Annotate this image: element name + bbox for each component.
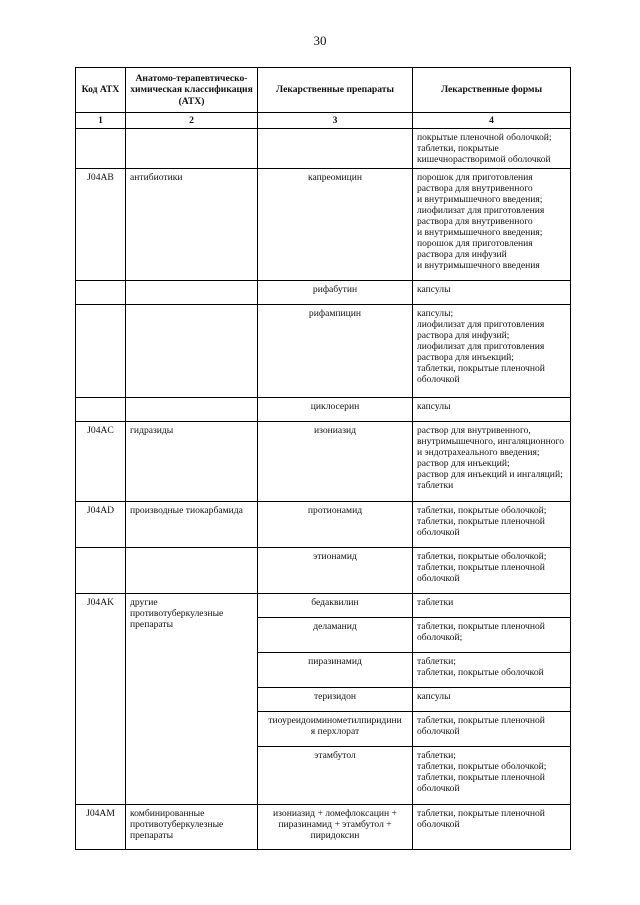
atx-code-cell	[76, 281, 126, 305]
atx-code-cell	[76, 129, 126, 169]
atx-code-cell: J04AC	[76, 422, 126, 502]
drug-cell: протионамид	[258, 502, 413, 548]
page-number: 30	[313, 33, 327, 48]
header-atx-code: Код АТХ	[76, 68, 126, 113]
drug-cell	[258, 129, 413, 169]
forms-cell: таблетки, покрытые пленочной оболочкой;	[413, 618, 571, 653]
classification-cell	[126, 129, 258, 169]
forms-cell: таблетки	[413, 594, 571, 618]
classification-cell	[126, 398, 258, 422]
atx-code-cell: J04AB	[76, 169, 126, 281]
classification-cell	[126, 281, 258, 305]
atx-code-cell	[76, 305, 126, 398]
table-row	[76, 502, 571, 548]
table-row	[76, 305, 571, 398]
drug-cell: этионамид	[258, 548, 413, 594]
drug-cell: бедаквилин	[258, 594, 413, 618]
column-number-row	[76, 113, 571, 129]
drug-cell: пиразинамид	[258, 653, 413, 688]
atx-code-cell	[76, 398, 126, 422]
forms-cell: таблетки, покрытые оболочкой; таблетки, покрытые пленочной оболочкой	[413, 502, 571, 548]
drug-cell: тиоуреидоиминометилпиридини я перхлорат	[258, 712, 413, 747]
forms-cell: покрытые пленочной оболочкой; таблетки, покрытые кишечнорастворимой оболочкой	[413, 129, 571, 169]
classification-cell: гидразиды	[126, 422, 258, 502]
table-row	[76, 805, 571, 850]
forms-cell: капсулы; лиофилизат для приготовления раствора для инфузий; лиофилизат для приготовления раствора для инъекций; таблетки, покрытые пленочной оболочкой	[413, 305, 571, 398]
header-dosage-forms: Лекарственные формы	[413, 68, 571, 113]
drug-cell: капреомицин	[258, 169, 413, 281]
table-row	[76, 594, 571, 618]
table-row	[76, 281, 571, 305]
drug-cell: изониазид	[258, 422, 413, 502]
column-number: 1	[76, 113, 126, 129]
forms-cell: капсулы	[413, 398, 571, 422]
drug-cell: деламанид	[258, 618, 413, 653]
classification-cell	[126, 548, 258, 594]
forms-cell: таблетки; таблетки, покрытые оболочкой	[413, 653, 571, 688]
forms-cell: порошок для приготовления раствора для внутривенного и внутримышечного введения; лиофилизат для приготовления раствора для внутривенного и внутримышечного введения; порошок для приготовления раствора для инфузий и внутримышечного введения	[413, 169, 571, 281]
atx-code-cell: J04AM	[76, 805, 126, 850]
forms-cell: раствор для внутривенного, внутримышечного, ингаляционного и эндотрахеального введения; раствор для инъекций; раствор для инъекций и ингаляций; таблетки	[413, 422, 571, 502]
table-row	[76, 169, 571, 281]
drug-cell: этамбутол	[258, 747, 413, 805]
drug-cell: рифампицин	[258, 305, 413, 398]
classification-cell: антибиотики	[126, 169, 258, 281]
drug-cell: рифабутин	[258, 281, 413, 305]
table-row	[76, 129, 571, 169]
classification-cell	[126, 305, 258, 398]
classification-cell: производные тиокарбамида	[126, 502, 258, 548]
drug-cell: циклосерин	[258, 398, 413, 422]
forms-cell: таблетки, покрытые пленочной оболочкой	[413, 805, 571, 850]
table-row	[76, 422, 571, 502]
forms-cell: таблетки, покрытые пленочной оболочкой	[413, 712, 571, 747]
drug-cell: изониазид + ломефлоксацин + пиразинамид + этамбутол + пиридоксин	[258, 805, 413, 850]
forms-cell: таблетки, покрытые оболочкой; таблетки, покрытые пленочной оболочкой	[413, 548, 571, 594]
header-drugs: Лекарственные препараты	[258, 68, 413, 113]
atx-code-cell: J04AD	[76, 502, 126, 548]
header-atx-classification: Анатомо-терапевтическо-химическая классификация (АТХ)	[126, 68, 258, 113]
classification-cell: другие противотуберкулезные препараты	[126, 594, 258, 805]
column-number: 4	[413, 113, 571, 129]
classification-cell: комбинированные противотуберкулезные препараты	[126, 805, 258, 850]
atx-code-cell: J04AK	[76, 594, 126, 805]
column-number: 3	[258, 113, 413, 129]
column-number: 2	[126, 113, 258, 129]
table-row	[76, 548, 571, 594]
table-header-row	[76, 68, 571, 113]
table-row	[76, 398, 571, 422]
drug-cell: теризидон	[258, 688, 413, 712]
forms-cell: капсулы	[413, 281, 571, 305]
atx-drug-table	[75, 67, 571, 850]
forms-cell: капсулы	[413, 688, 571, 712]
atx-code-cell	[76, 548, 126, 594]
forms-cell: таблетки; таблетки, покрытые оболочкой; таблетки, покрытые пленочной оболочкой	[413, 747, 571, 805]
